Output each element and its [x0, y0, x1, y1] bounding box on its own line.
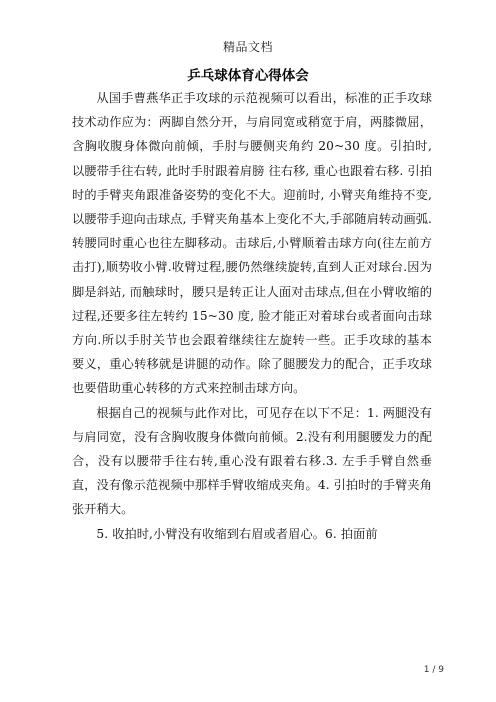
page-number: 1 / 9 — [423, 665, 444, 675]
document-body — [72, 86, 432, 546]
paragraph-2: 根据自己的视频与此作对比，可见存在以下不足：1. 两腿没有与肩同宽，没有含胸收腹身体微向前倾。2.没有利用腿腰发力的配合，没有以腰带手往右转,重心没有跟着右移.3. 左手手臂自然垂直，没有像示范视频中那样手臂收缩成夹角。4. 引拍时的手臂夹角张开稍大。 — [72, 405, 432, 517]
paragraph-1: 从国手曹燕华正手攻球的示范视频可以看出，标准的正手攻球技术动作应为：两脚自然分开，与肩同宽或稍宽于肩，两膝微屈，含胸收腹身体微向前倾，手肘与腰侧夹角约 20~30 度。引拍时, 以腰带手往右转, 此时手肘跟着肩膀 往右移, 重心也跟着右移. 引拍时的手臂夹角跟准备姿势的变化不大。迎前时, 小臂夹角维持不变, 以腰带手迎向击球点, 手臂夹角基本上变化不大,手部随肩转动画弧.转腰同时重心也往左脚移动。击球后,小臂顺着击球方向(往左前方击打),顺势收小臂.收臂过程,腰仍然继续旋转,直到人正对球台.因为脚是斜站, 而触球时，腰只是转正让人面对击球点,但在小臂收缩的过程,还要多往左转约 15~30 度, 脸才能正对着球台或者面向击球方向.所以手肘关节也会跟着继续往左旋转一些。正手攻球的基本要义，重心转移就是讲腿的动作。除了腿腰发力的配合，正手攻球也要借助重心转移的方式来控制击球方向。 — [72, 91, 432, 396]
page-header: 精品文档 — [222, 40, 273, 54]
document-title: 乒乓球体育心得体会 — [187, 68, 309, 84]
paragraph-3: 5. 收拍时,小臂没有收缩到右眉或者眉心。6. 拍面前 — [96, 526, 378, 541]
